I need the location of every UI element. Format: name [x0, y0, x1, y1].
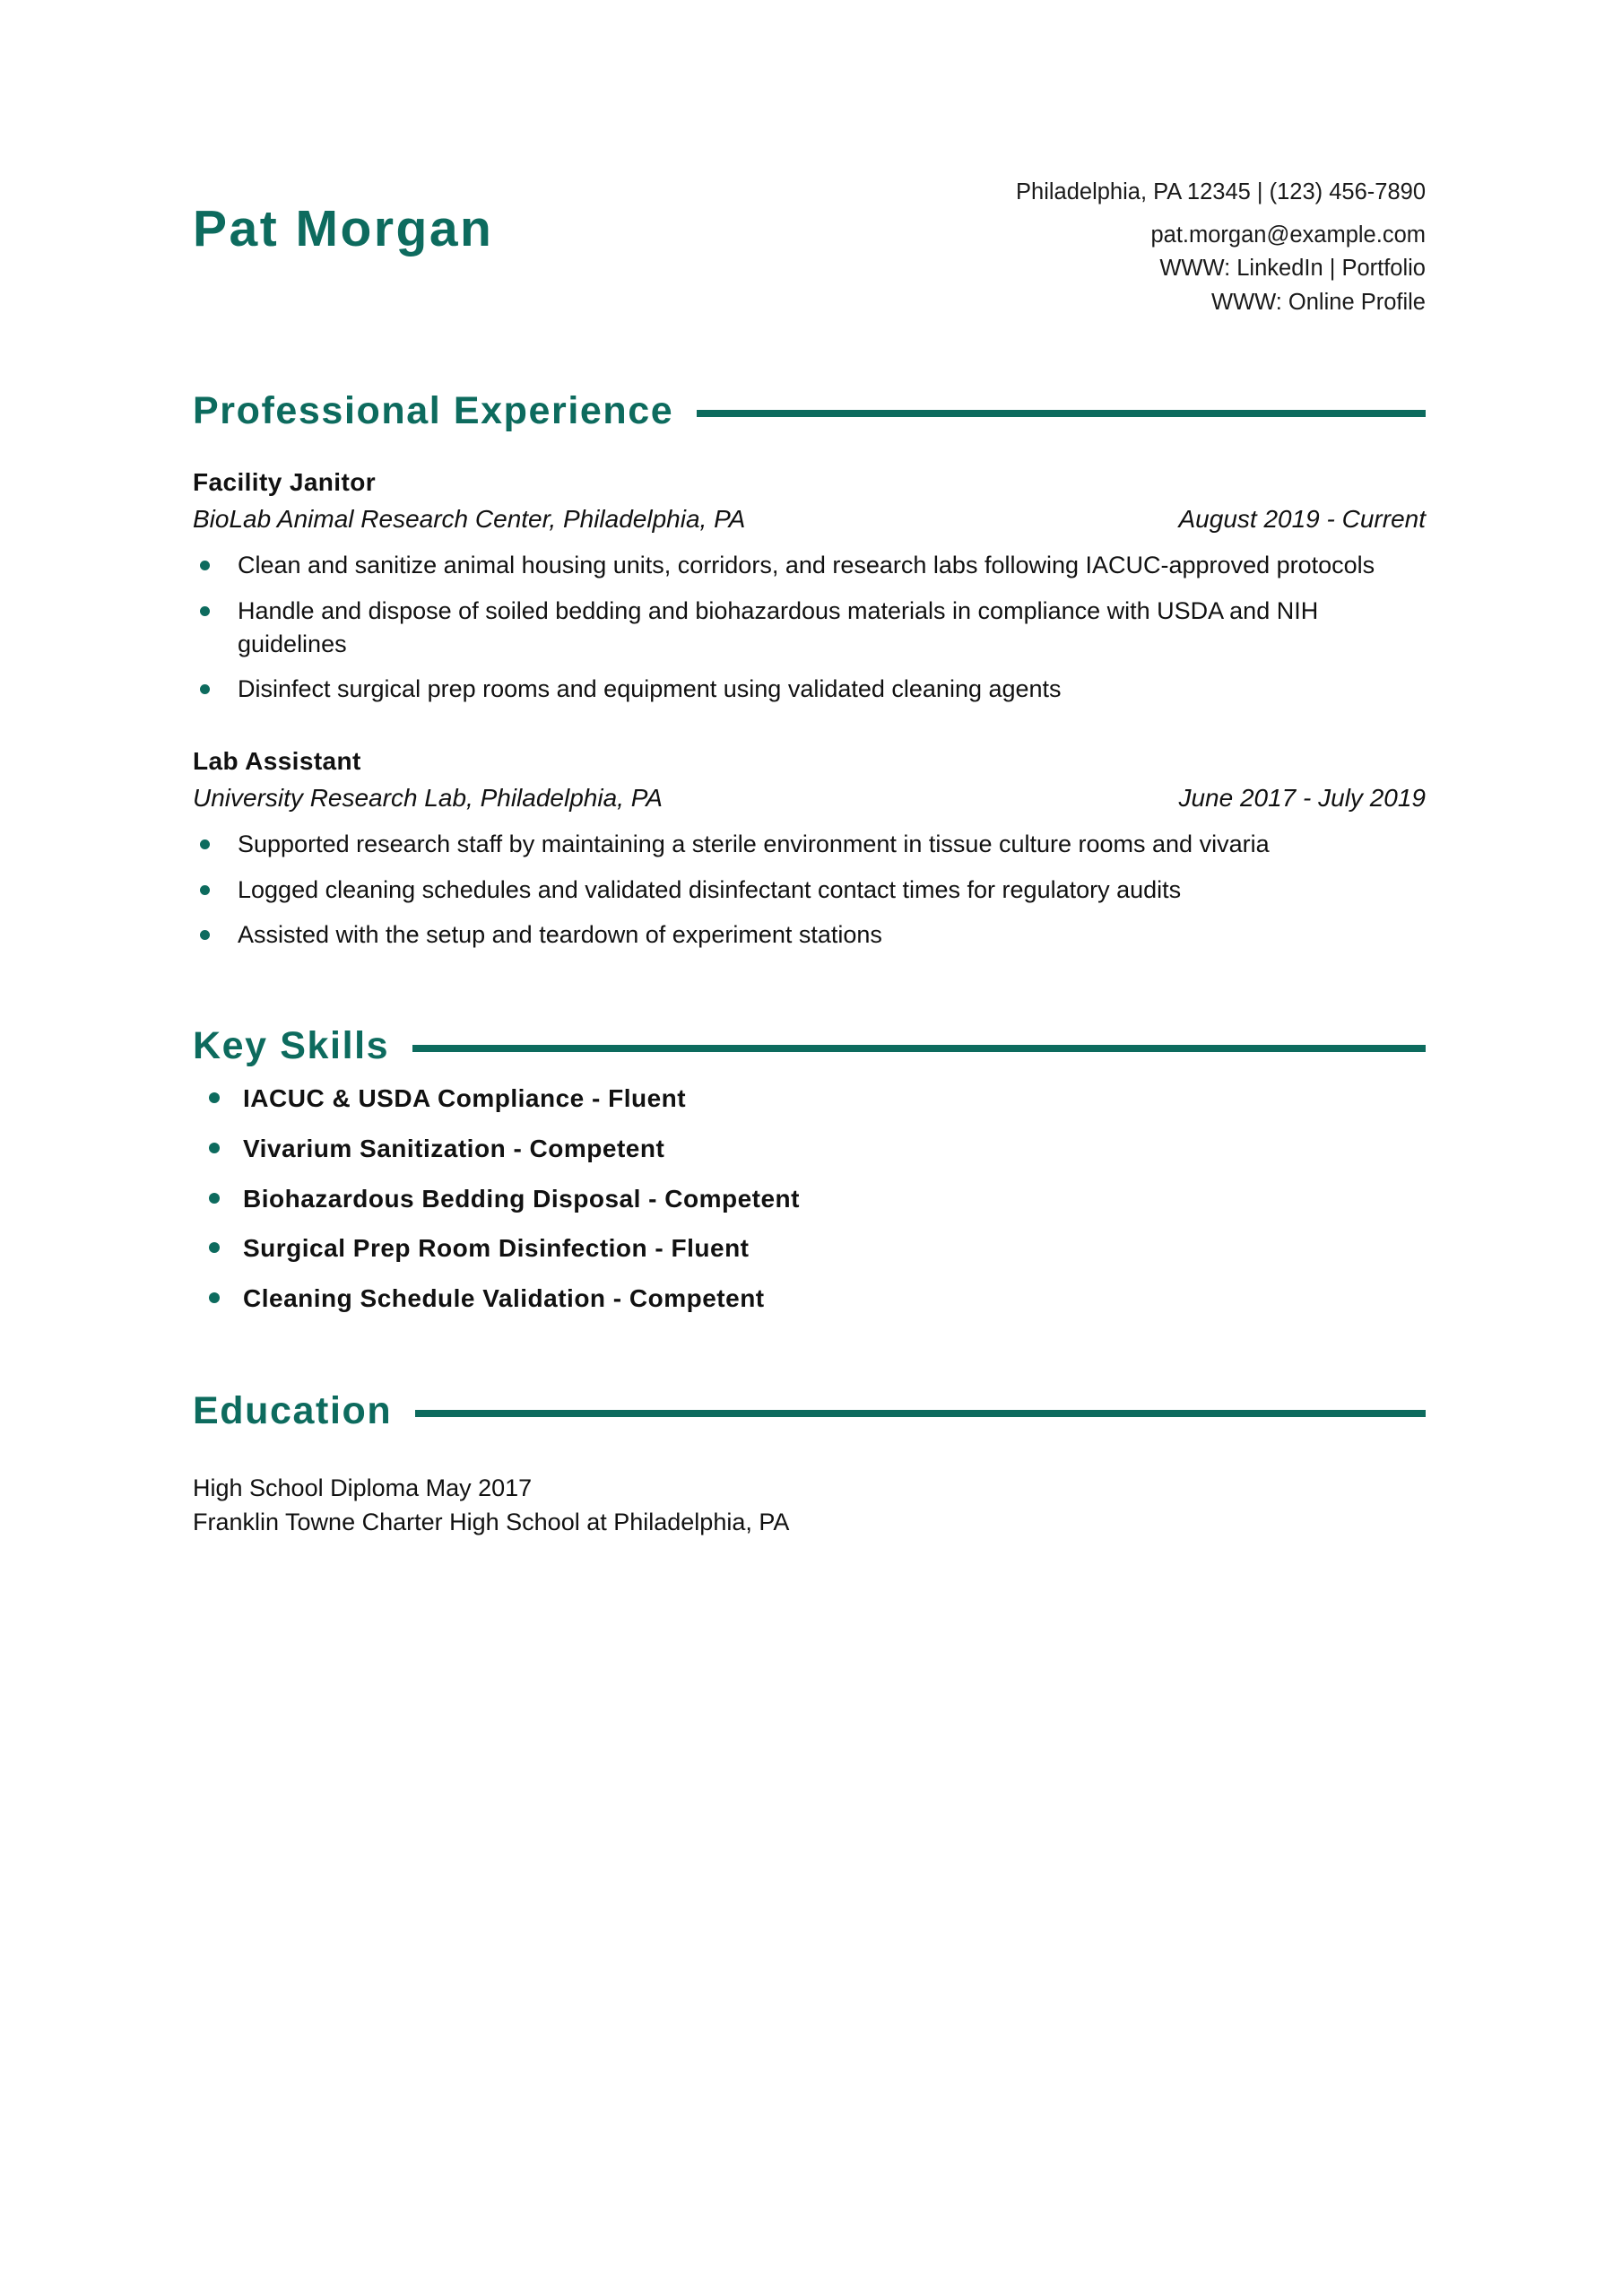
- job-title: Facility Janitor: [193, 468, 377, 497]
- job-bullet: Supported research staff by maintaining a sterile environment in tissue culture rooms and vivaria: [193, 828, 1426, 861]
- contact-address-phone: Philadelphia, PA 12345 | (123) 456-7890: [1016, 179, 1426, 204]
- education-entry: [193, 1471, 1426, 1540]
- resume-content: [193, 0, 1426, 1539]
- section-header-skills: [193, 1025, 1426, 1067]
- job-organization: University Research Lab, Philadelphia, PA: [193, 784, 663, 812]
- resume-header: [193, 0, 1426, 319]
- section-education: [193, 1390, 1426, 1539]
- job-bullet-list: [193, 549, 1426, 706]
- skill-item: Vivarium Sanitization - Competent: [193, 1134, 1426, 1164]
- job-dates: August 2019 - Current: [1178, 505, 1426, 534]
- section-skills: [193, 1025, 1426, 1313]
- job-bullet: Handle and dispose of soiled bedding and biohazardous materials in compliance with USDA and NIH guidelines: [193, 595, 1426, 660]
- job-bullet: Clean and sanitize animal housing units, corridors, and research labs following IACUC-approved protocols: [193, 549, 1426, 582]
- skill-item: Surgical Prep Room Disinfection - Fluent: [193, 1233, 1426, 1264]
- education-degree: High School Diploma May 2017: [193, 1474, 533, 1501]
- section-title-experience: Professional Experience: [193, 388, 674, 432]
- contact-email[interactable]: pat.morgan@example.com: [1150, 222, 1426, 248]
- skill-item: Cleaning Schedule Validation - Competent: [193, 1283, 1426, 1314]
- section-header-education: [193, 1390, 1426, 1432]
- contact-online-profile[interactable]: WWW: Online Profile: [1211, 289, 1426, 315]
- section-rule-experience: [697, 410, 1426, 417]
- contact-block: [1016, 176, 1426, 319]
- skill-item: IACUC & USDA Compliance - Fluent: [193, 1083, 1426, 1114]
- job-meta: [193, 782, 1426, 815]
- section-rule-education: [415, 1410, 1426, 1417]
- job-title: Lab Assistant: [193, 747, 361, 775]
- skill-item: Biohazardous Bedding Disposal - Competent: [193, 1184, 1426, 1214]
- section-experience: [193, 390, 1426, 952]
- job-bullet: Assisted with the setup and teardown of experiment stations: [193, 918, 1426, 952]
- job-meta: [193, 503, 1426, 536]
- job-bullet: Logged cleaning schedules and validated disinfectant contact times for regulatory audits: [193, 874, 1426, 907]
- section-header-experience: [193, 390, 1426, 432]
- skills-list: [193, 1083, 1426, 1313]
- section-rule-skills: [412, 1045, 1426, 1052]
- job-bullet-list: [193, 828, 1426, 952]
- candidate-name: Pat Morgan: [193, 200, 494, 257]
- job-dates: June 2017 - July 2019: [1178, 784, 1426, 812]
- education-school: Franklin Towne Charter High School at Philadelphia, PA: [193, 1509, 790, 1535]
- job-entry: [193, 466, 1426, 706]
- job-organization: BioLab Animal Research Center, Philadelphia, PA: [193, 505, 746, 534]
- job-bullet: Disinfect surgical prep rooms and equipment using validated cleaning agents: [193, 673, 1426, 706]
- job-entry: [193, 745, 1426, 952]
- contact-links[interactable]: WWW: LinkedIn | Portfolio: [1159, 256, 1426, 282]
- section-title-skills: Key Skills: [193, 1024, 390, 1068]
- section-title-education: Education: [193, 1389, 393, 1433]
